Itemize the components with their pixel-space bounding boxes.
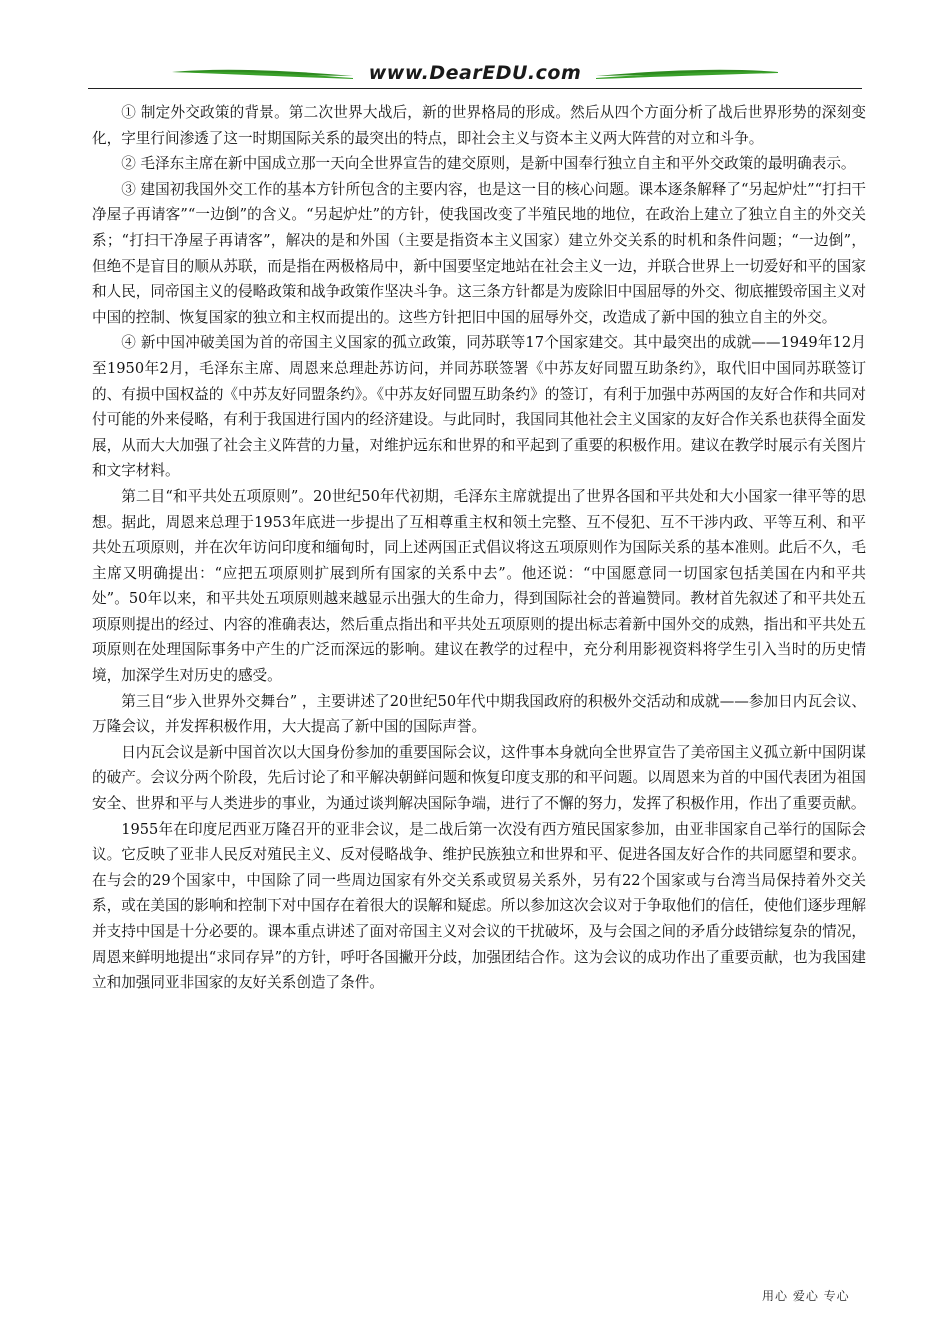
article-body (92, 100, 866, 996)
paragraph-5: 第二目“和平共处五项原则”。20世纪50年代初期，毛泽东主席就提出了世界各国和平共处和大小国家一律平等的思想。据此，周恩来总理于1953年底进一步提出了互相尊重主权和领土完整、互不侵犯、互不干涉内政、平等互利、和平共处五项原则，并在次年访问印度和缅甸时，同上述两国正式倡议将这五项原则作为国际关系的基本准则。此后不久，毛主席又明确提出：“应把五项原则扩展到所有国家的关系中去”。他还说：“中国愿意同一切国家包括美国在内和平共处”。50年以来，和平共处五项原则越来越显示出强大的生命力，得到国际社会的普遍赞同。教材首先叙述了和平共处五项原则提出的经过、内容的准确表达，然后重点指出和平共处五项原则的提出标志着新中国外交的成熟，指出和平共处五项原则在处理国际事务中产生的广泛而深远的影响。建议在教学的过程中，充分利用影视资料将学生引入当时的历史情境，加深学生对历史的感受。 (92, 487, 866, 685)
paragraph-6: 第三目“步入世界外交舞台” ，主要讲述了20世纪50年代中期我国政府的积极外交活动和成就——参加日内瓦会议、万隆会议，并发挥积极作用，大大提高了新中国的国际声誉。 (92, 692, 866, 736)
paragraph-2: ② 毛泽东主席在新中国成立那一天向全世界宣告的建交原则，是新中国奉行独立自主和平外交政策的最明确表示。 (121, 155, 856, 173)
header-rule (88, 88, 862, 89)
paragraph-8: 1955年在印度尼西亚万隆召开的亚非会议，是二战后第一次没有西方殖民国家参加，由亚非国家自己举行的国际会议。它反映了亚非人民反对殖民主义、反对侵略战争、维护民族独立和世界和平、促进各国友好合作的共同愿望和要求。在与会的29个国家中，中国除了同一些周边国家有外交关系或贸易关系外，另有22个国家或与台湾当局保持着外交关系，或在美国的影响和控制下对中国存在着很大的误解和疑虑。所以参加这次会议对于争取他们的信任，使他们逐步理解并支持中国是十分必要的。课本重点讲述了面对帝国主义对会议的干扰破坏，及与会国之间的矛盾分歧错综复杂的情况，周恩来鲜明地提出“求同存异”的方针，呼吁各国撇开分歧，加强团结合作。这为会议的成功作出了重要贡献，也为我国建立和加强同亚非国家的友好关系创造了条件。 (92, 820, 866, 992)
paragraph-1: ① 制定外交政策的背景。第二次世界大战后，新的世界格局的形成。然后从四个方面分析了战后世界形势的深刻变化，字里行间渗透了这一时期国际关系的最突出的特点，即社会主义与资本主义两大阵营的对立和斗争。 (92, 104, 866, 147)
paragraph-4: ④ 新中国冲破美国为首的帝国主义国家的孤立政策，同苏联等17个国家建交。其中最突出的成就——1949年12月至1950年2月，毛泽东主席、周恩来总理赴苏访问，并同苏联签署《中苏友好同盟互助条约》，取代旧中国同苏联签订的、有损中国权益的《中苏友好同盟条约》。《中苏友好同盟互助条约》的签订，有利于加强中苏两国的友好合作和共同对付可能的外来侵略，有利于我国进行国内的经济建设。与此同时，我国同其他社会主义国家的友好合作关系也获得全面发展，从而大大加强了社会主义阵营的力量，对维护远东和世界的和平起到了重要的积极作用。建议在教学时展示有关图片和文字材料。 (92, 334, 866, 480)
site-name: www.DearEDU.com (368, 62, 582, 84)
paragraph-3: ③ 建国初我国外交工作的基本方针所包含的主要内容，也是这一目的核心问题。课本逐条解释了“另起炉灶”“打扫干净屋子再请客”“一边倒”的含义。“另起炉灶”的方针，使我国改变了半殖民地的地位，在政治上建立了独立自主的外交关系；“打扫干净屋子再请客”，解决的是和外国（主要是指资本主义国家）建立外交关系的时机和条件问题；“一边倒”，但绝不是盲目的顺从苏联，而是指在两极格局中，新中国要坚定地站在社会主义一边，并联合世界上一切爱好和平的国家和人民，同帝国主义的侵略政策和战争政策作坚决斗争。这三条方针都是为废除旧中国屈辱的外交、彻底摧毁帝国主义对中国的控制、恢复国家的独立和主权而提出的。这些方针把旧中国的屈辱外交，改造成了新中国的独立自主的外交。 (92, 180, 866, 326)
paragraph-7: 日内瓦会议是新中国首次以大国身份参加的重要国际会议，这件事本身就向全世界宣告了美帝国主义孤立新中国阴谋的破产。会议分两个阶段，先后讨论了和平解决朝鲜问题和恢复印度支那的和平问题。以周恩来为首的中国代表团为祖国安全、世界和平与人类进步的事业，为通过谈判解决国际争端，进行了不懈的努力，发挥了积极作用，作出了重要贡献。 (92, 743, 866, 813)
page-footer: 用心 爱心 专心 (762, 1289, 850, 1303)
